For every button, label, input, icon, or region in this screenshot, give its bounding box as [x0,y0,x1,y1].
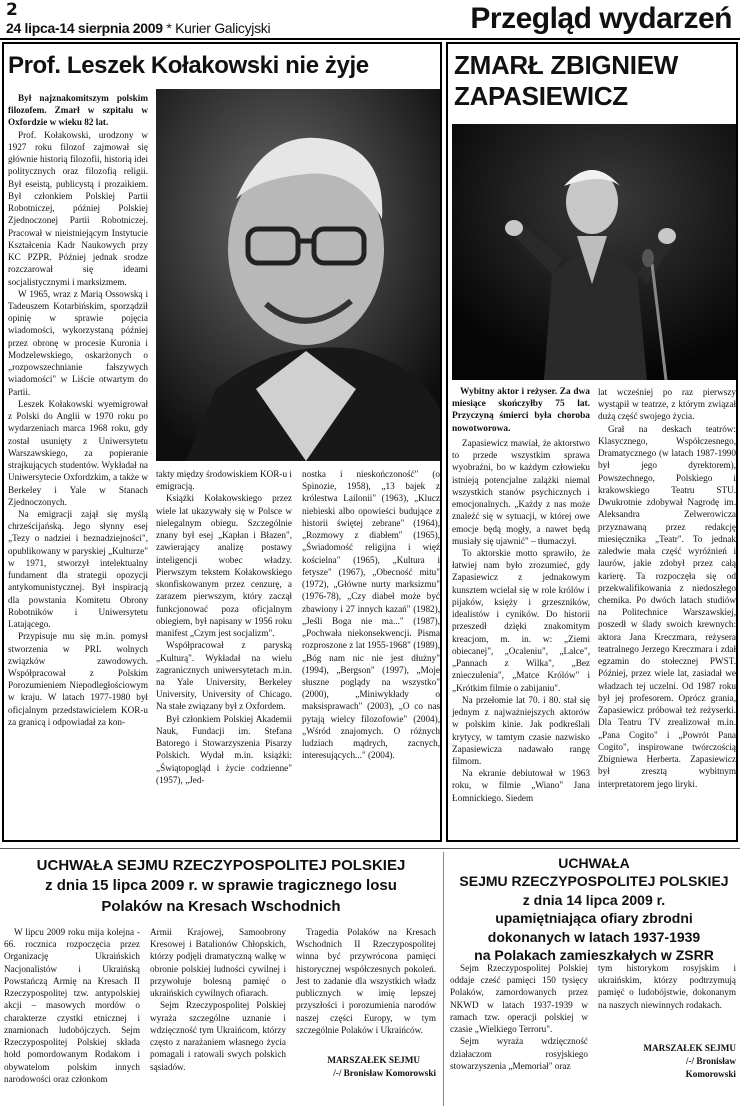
paragraph: Na emigracji zajął się myślą chrześcijańską. Jego słynny esej „Tezy o nadziei i beznadziejności", opublikowany w paryskiej „Kulturze" w 1971, stworzył intelektualny fundament dla strategii opozycji antykomunistycznej. Był inspiracją dla powstania Komitetu Obrony Robotników i Uniwersytetu Latającego. [8,508,148,630]
resolution-column-1 [450,962,588,1072]
resolution-title-line: UCHWAŁA [558,855,630,871]
resolution-title-line: dokonanych w latach 1937-1939 [487,928,701,945]
paragraph: Grał na deskach teatrów: Klasycznego, Współczesnego, Dramatycznego (w latach 1987-1990 był jego dyrektorem), Powszechnego, Polskiego i krakowskiego Teatru STU. Dwukrotnie zdobywał Nagrodę im. Aleksandra Zelwerowicza przyznawaną przez redakcję miesięcznika „Teatr". To jednak zaledwie mała część wyróżnień i laurów, jakie zdobył przez całą karierę. Ta rozpoczęła się od przekwalifikowania z niedoszłego chemika. Po dwóch latach studiów na Politechnice Warszawskiej, poszedł w ślady swoich krewnych: aktora Jana Kreczmara, reżysera teatralnego Jerzego Kreczmara i zdał egzamin do stołecznej PWST. Później, przez wiele lat, zasiadał we władzach tej uczelni. Od 1987 roku był jej profesorem. Oprócz grania, Zapasiewicz próbował też reżyserki. Dla Teatru TV zrealizował m.in. „Pana Cogito" i „Powrót Pana Cogito", inspirowane twórczością Zbigniewa Herberta. Zapasiewicz był zresztą wybitnym interpretatorem jego liryki. [598,423,736,789]
resolution-title-line: UCHWAŁA SEJMU RZECZYPOSPOLITEJ POLSKIEJ [36,857,406,874]
paragraph: Był członkiem Polskiej Akademii Nauk, Fundacji im. Stefana Batorego i Stowarzyszenia Pisarzy Polskich. Wydał m.in. książki: „Świątopogląd i życie codzienne" (1957), „Jed- [156,713,292,785]
resolution-title-line: na Polakach zamieszkałych w ZSRR [474,947,714,964]
kolakowski-article [2,42,442,842]
article-column-3 [302,468,440,762]
signature-name: /-/ Bronisław Komorowski [333,1067,436,1078]
paragraph: takty między środowiskiem KOR-u i emigracją. [156,469,292,492]
resolution-title-line: SEJMU RZECZYPOSPOLITEJ POLSKIEJ [459,873,729,890]
signature-title: MARSZAŁEK SEJMU [643,1043,736,1053]
issue-date: 24 lipca-14 sierpnia 2009 [6,20,163,36]
resolution-title [450,854,738,965]
paragraph: lat wcześniej po raz pierwszy wystąpił w teatrze, z którym związał dużą część swojego życia. [598,387,736,422]
paragraph: Sejm Rzeczypospolitej Polskiej wyraża szczególne uznanie i wdzięczność tym Ukraińcom, którzy często z narażaniem własnego życia pomagali i ratowali swych polskich sąsiadów. [150,1000,286,1072]
kolakowski-photo [156,89,440,461]
paragraph: nostka i nieskończoność" (o Spinozie, 1958), „13 bajek z królestwa Lailonii" (1963), „Klucz niebieski albo opowieści budujące z historii świętej zebrane" (1964), „Rozmowy z diabłem" (1965), „Świadomość religijna i więź kościelna" (1965), „Kultura i fetysze" (1967), „Obecność mitu" (1972), „Główne nurty marksizmu" (1976-78), „Czy diabeł może być zbawiony i 27 innych kazań" (1982), „Jeśli Boga nie ma..." (1987), „Pochwała niekonsekwencji. Pisma rozproszone z lat 1955-1968" (1989), „Bóg nam nic nie jest dłużny" (1994), „Bergson" (1997), „Moje słuszne poglądy na wszystko" (2000), „Miniwykłady o maksisprawach" (2003), „O co nas pytają wielcy filozofowie" (2004), „Wśród znajomych. O różnych ludziach mądrych, zacnych, interesujących..." (2004). [302,469,440,761]
header-rule [0,38,740,40]
paragraph: Leszek Kołakowski wyemigrował z Polski do Anglii w 1970 roku po wydarzeniach marca 1968 roku, gdy został usunięty z Uniwersytetu Warszawskiego, za popieranie strajkujących studentów. Wykładał na Uniwersytecie Oxfordzkim, a także w Berkeley i Yale w Stanach Zjednoczonych. [8,398,148,507]
resolution-title-line: z dnia 15 lipca 2009 r. w sprawie tragicznego losu [45,877,397,895]
resolution-title-line: upamiętniająca ofiary zbrodni [495,910,693,927]
paragraph: Armii Krajowej, Samoobrony Kresowej i Batalionów Chłopskich, którzy podjęli dramatyczną walkę w obronie polskiej ludności cywilnej i przywołuje bolesną pamięć o ukraińskich cywilnych ofiarach. [150,927,286,999]
resolution-signature [296,1054,436,1080]
resolution-column-2 [598,962,736,1011]
article-title: Prof. Leszek Kołakowski nie żyje [8,52,369,79]
paragraph: Przypisuje mu się m.in. pomysł stworzenia w PRL wolnych związków zawodowych. Współpracował z Polskim Porozumieniem Niepodległościowym w kraju. W latach 1977-1980 był oficjalnym przedstawicielem KOR-u za granicą i odpowiadał za kon- [8,631,148,727]
signature-name: Komorowski [685,1068,736,1079]
paragraph: W lipcu 2009 roku mija kolejna - 66. rocznica rozpoczęcia przez Organizację Ukraińskich Nacjonalistów i Ukraińską Powstańczą Armię na Kresach II Rzeczypospolitej tzw. antypolskiej akcji – masowych mordów o charakterze czystki etnicznej i znamionach ludobójczych. Sejm Rzeczypospolitej Polskiej składa hołd pomordowanym Rodakom i obywatelom polskim innych narodowości oraz członkom [4,927,140,1084]
zapasiewicz-column-2 [598,386,736,790]
paragraph: W 1965, wraz z Marią Ossowską i Tadeuszem Kotarbińskim, sporządził opinię w sprawie pojęcia wiadomości, wykorzystaną później przez obronę w procesie Kuronia i Modzelewskiego, oskarżonych o „rozpowszechnianie fałszywych wiadomości" w Liście otwartym do Partii. [8,288,148,397]
zapasiewicz-column-1 [452,386,590,804]
resolution-kresy [4,854,438,1106]
resolution-title-line: z dnia 14 lipca 2009 r. [522,891,666,908]
paragraph: Na przełomie lat 70. i 80. stał się jednym z najważniejszych aktorów w polskim kinie. Jak podkreślali krytycy, w tamtym czasie nazwisko Zapasiewicza nadawało rangę filmom. [452,694,590,766]
issue-line [6,20,270,36]
article-title: ZMARŁ ZBIGNIEW ZAPASIEWICZ [454,50,678,112]
column-divider [443,852,444,1106]
paragraph: Współpracował z paryską „Kulturą". Wykładał na wielu zagranicznych uniwersytetach m.in. na Yale University, Berkeley University, University of Chicago. Na stałe związany był z Oxfordem. [156,640,292,712]
signature-name: /-/ Bronisław [685,1055,736,1066]
zapasiewicz-photo [452,124,736,380]
article-lead: Był najznakomitszym polskim filozofem. Zmarł w szpitalu w Oxfordzie w wieku 82 lat. [8,93,148,128]
article-column-1 [8,92,148,728]
resolution-column-1 [4,926,140,1085]
paragraph: tym historykom rosyjskim i ukraińskim, którzy podtrzymują pamięć o ludobójstwie, dokonanym na naszych niewinnych rodakach. [598,963,736,1010]
paragraph: Zapasiewicz mawiał, że aktorstwo to przede wszystkim sprawa wyobraźni, bo w każdym człowieku istnieją potencjalne zalążki niemal wszystkich stanów psychicznych i emocjonalnych. „Każdy z nas może znaleźć się w sytuacji, w której owe emocje będą mogły, a nawet będą musiały się ujawnić" – tłumaczył. [452,437,590,546]
section-divider [0,848,740,849]
paragraph: Tragedia Polaków na Kresach Wschodnich II Rzeczypospolitej winna być przywrócona pamięci historycznej współczesnych pokoleń. Jest to zadanie dla wszystkich władz publicznych w imię lepszej przyszłości i porozumienia narodów naszej części Europy, w tym szczególnie Polaków i Ukraińców. [296,927,436,1035]
resolution-column-2 [150,926,286,1073]
section-title: Przegląd wydarzeń [470,2,732,35]
article-column-2 [156,468,292,786]
paragraph: Sejm wyraża wdzięczność działaczom rosyjskiego stowarzyszenia „Memoriał" oraz [450,1036,588,1071]
signature-title: MARSZAŁEK SEJMU [327,1055,420,1065]
resolution-signature [598,1042,736,1081]
paragraph: Prof. Kołakowski, urodzony w 1927 roku filozof zajmował się głównie historią filozofii, historią idei politycznych oraz filozofią religii. Był eseistą, publicystą i prozaikiem. Był członkiem Polskiej Partii Robotniczej, później Polskiej Zjednoczonej Partii Robotniczej. Pracował w nieistniejącym Instytucie Kształcenia Kadr Naukowych przy KC PZPR. Później jednak srodze rozczarował się ideami socjalistycznymi i marksizmem. [8,129,148,287]
resolution-column-3 [296,926,436,1036]
resolution-title [4,856,438,917]
paragraph: Sejm Rzeczypospolitej Polskiej oddaje cześć pamięci 150 tysięcy Polaków, zamordowanych przez NKWD w latach 1937-1939 w ramach tzw. operacji polskiej w czasie „Wielkiego Terroru". [450,963,588,1035]
paragraph: Książki Kołakowskiego przez wiele lat ukazywały się w Polsce w nielegalnym obiegu. Szczególnie znany był esej „Kapłan i Błazen", zawierający analizę postawy inteligencji wobec władzy. Pierwszym tekstem Kołakowskiego skonfiskowanym przez cenzurę, a zarazem pierwszym, który zaczął funkcjonować poza oficjalnym obiegiem, był napisany w 1956 roku manifest „Czym jest socjalizm". [156,493,292,639]
issue-separator: * [166,20,172,36]
zapasiewicz-article [446,42,738,842]
page-number: 2 [6,0,18,20]
paragraph: To aktorskie motto sprawiło, że łatwiej nam było zrozumieć, gdy Zapasiewicz z jednakowym kunsztem wcielał się w role królów i pijaków, księży i grzeszników, idealistów i cyników. Do historii przeszedł dzięki znakomitym kreacjom, m. in. w: „Ziemi obiecanej", „Ocaleniu", „Lalce", „Pannach z Wilka", „Bez znieczulenia", „Matce Królów" i „Krótkim filmie o zabijaniu". [452,547,590,693]
publication-name: Kurier Galicyjski [175,20,271,36]
paragraph: Na ekranie debiutował w 1963 roku, w filmie „Wiano" Jana Łomnickiego. Siedem [452,768,590,803]
resolution-title-line: Polaków na Kresach Wschodnich [101,897,341,915]
photo-caption: Wybitny aktor i reżyser. Za dwa miesiące skończyłby 75 lat. Przyczyną śmierci była choroba nowotworowa. [452,387,590,434]
resolution-zsrr [450,854,738,1106]
